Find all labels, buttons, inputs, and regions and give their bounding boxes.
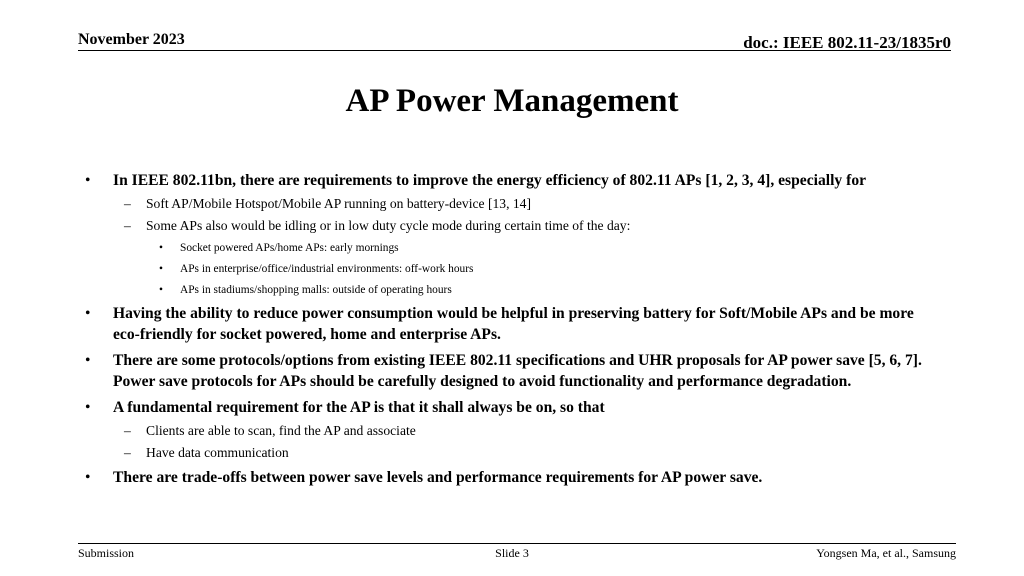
header-doc-id: doc.: IEEE 802.11-23/1835r0 [743,33,951,52]
sub-bullet-text: Soft AP/Mobile Hotspot/Mobile AP running on battery-device [13, 14] [146,196,531,211]
bullet-marker: • [85,172,91,189]
bullet-item [82,350,932,392]
sub-sub-bullet-text: APs in enterprise/office/industrial environments: off-work hours [180,263,474,275]
bullet-list [82,170,932,488]
bullet-marker: • [159,284,163,296]
dash-marker: – [124,445,131,460]
sub-sub-bullet-text: Socket powered APs/home APs: early mornings [180,242,399,254]
slide-title: AP Power Management [345,83,679,119]
sub-bullet-item [82,217,932,235]
bullet-marker: • [159,263,163,275]
header-divider [78,50,951,51]
sub-bullet-text: Some APs also would be idling or in low duty cycle mode during certain time of the day: [146,218,631,233]
header-date: November 2023 [78,31,185,48]
bullet-text: In IEEE 802.11bn, there are requirements to improve the energy efficiency of 802.11 APs [1, 2, 3, 4], especially for [113,172,867,189]
dash-marker: – [124,218,131,233]
sub-sub-bullet-item [82,261,932,277]
bullet-item [82,170,932,191]
bullet-text: A fundamental requirement for the AP is that it shall always be on, so that [113,399,605,416]
sub-sub-bullet-item [82,240,932,256]
sub-bullet-item [82,444,932,462]
bullet-item [82,467,932,488]
footer-slide-number: Slide 3 [495,546,529,560]
bullet-item [82,397,932,418]
sub-bullet-item [82,195,932,213]
dash-marker: – [124,196,131,211]
sub-sub-bullet-item [82,282,932,298]
bullet-marker: • [85,469,91,486]
footer-submission: Submission [78,546,135,560]
bullet-marker: • [85,399,91,416]
bullet-text: There are some protocols/options from existing IEEE 802.11 specifications and UHR proposals for AP power save [5, 6, 7]. Power save protocols for APs should be carefully designed to avoid functionality and performance degradation. [113,352,922,390]
sub-sub-bullet-text: APs in stadiums/shopping malls: outside of operating hours [180,284,452,296]
dash-marker: – [124,423,131,438]
bullet-item [82,303,932,345]
footer-divider [78,543,956,544]
bullet-marker: • [159,242,163,254]
bullet-text: Having the ability to reduce power consumption would be helpful in preserving battery for Soft/Mobile APs and be more eco-friendly for socket powered, home and enterprise APs. [113,305,914,343]
sub-bullet-text: Have data communication [146,445,289,460]
bullet-marker: • [85,352,91,369]
sub-bullet-item [82,422,932,440]
bullet-marker: • [85,305,91,322]
sub-bullet-text: Clients are able to scan, find the AP and associate [146,423,416,438]
footer-authors: Yongsen Ma, et al., Samsung [816,546,956,560]
bullet-text: There are trade-offs between power save levels and performance requirements for AP power save. [113,469,763,486]
